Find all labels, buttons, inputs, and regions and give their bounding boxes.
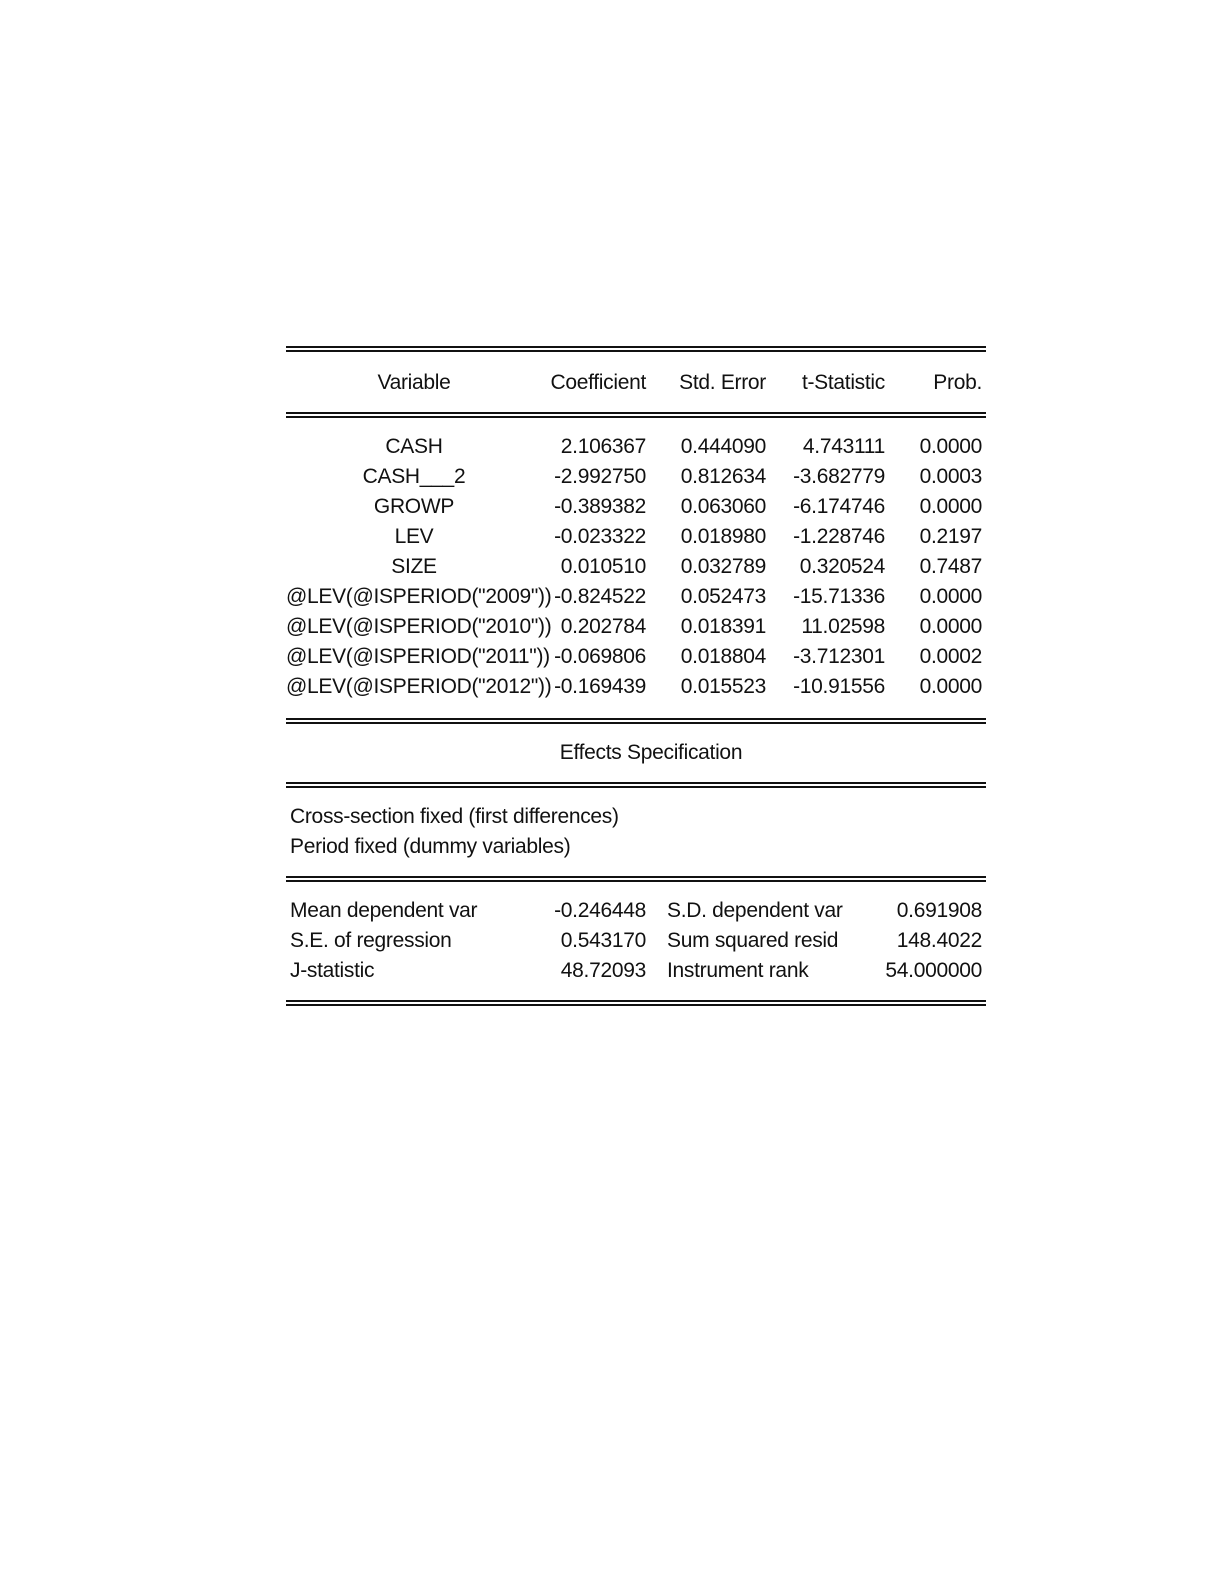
stat-value: 48.72093 (560, 959, 646, 982)
table-row (286, 612, 986, 642)
table-row (286, 582, 986, 612)
regression-output-table (286, 346, 986, 1006)
effects-specification-title: Effects Specification (559, 741, 743, 764)
row-variable: @LEV(@ISPERIOD("2012")) (286, 675, 552, 698)
stats-row (286, 926, 986, 956)
row-coefficient: -0.069806 (554, 645, 646, 668)
stat-value: -0.246448 (554, 899, 646, 922)
row-std-error: 0.018391 (680, 615, 766, 638)
table-row (286, 492, 986, 522)
stats-row (286, 956, 986, 986)
top-double-rule (286, 346, 986, 352)
row-prob: 0.0000 (919, 435, 982, 458)
stat-label: J-statistic (290, 959, 375, 982)
row-t-statistic: 0.320524 (799, 555, 885, 578)
table-row (286, 522, 986, 552)
effects-line: Cross-section fixed (first differences) (290, 805, 619, 828)
table-row (286, 672, 986, 702)
row-std-error: 0.018980 (680, 525, 766, 548)
row-t-statistic: 11.02598 (801, 615, 885, 638)
row-variable: SIZE (391, 555, 437, 578)
row-variable: LEV (394, 525, 434, 548)
stat-value: 0.543170 (560, 929, 646, 952)
stat-value: 54.000000 (885, 959, 982, 982)
row-coefficient: 2.106367 (560, 435, 646, 458)
row-std-error: 0.063060 (680, 495, 766, 518)
row-std-error: 0.052473 (680, 585, 766, 608)
row-prob: 0.7487 (919, 555, 982, 578)
coefficient-rows (286, 418, 986, 718)
row-t-statistic: -3.682779 (793, 465, 885, 488)
row-prob: 0.0000 (919, 495, 982, 518)
row-variable: @LEV(@ISPERIOD("2009")) (286, 585, 552, 608)
row-coefficient: -0.389382 (554, 495, 646, 518)
bottom-double-rule (286, 1000, 986, 1006)
row-prob: 0.0000 (919, 615, 982, 638)
row-t-statistic: -3.712301 (793, 645, 885, 668)
effects-top-double-rule (286, 718, 986, 724)
stat-label: Sum squared resid (667, 929, 839, 952)
row-prob: 0.0003 (919, 465, 982, 488)
stat-label: Instrument rank (667, 959, 809, 982)
summary-statistics (286, 882, 986, 1000)
row-variable: @LEV(@ISPERIOD("2011")) (286, 645, 550, 668)
table-row (286, 642, 986, 672)
row-prob: 0.0002 (919, 645, 982, 668)
row-t-statistic: -6.174746 (793, 495, 885, 518)
row-prob: 0.2197 (919, 525, 982, 548)
row-coefficient: -2.992750 (554, 465, 646, 488)
stat-value: 0.691908 (896, 899, 982, 922)
row-std-error: 0.444090 (680, 435, 766, 458)
row-std-error: 0.032789 (680, 555, 766, 578)
row-std-error: 0.812634 (680, 465, 766, 488)
table-row (286, 432, 986, 462)
row-coefficient: -0.824522 (554, 585, 646, 608)
row-coefficient: 0.202784 (560, 615, 646, 638)
table-header-row (286, 368, 986, 398)
row-coefficient: -0.169439 (554, 675, 646, 698)
row-variable: CASH___2 (362, 465, 466, 488)
row-t-statistic: -1.228746 (793, 525, 885, 548)
row-std-error: 0.015523 (680, 675, 766, 698)
table-row (286, 552, 986, 582)
header-variable: Variable (377, 371, 451, 394)
row-variable: CASH (385, 435, 443, 458)
row-coefficient: 0.010510 (560, 555, 646, 578)
table-row (286, 462, 986, 492)
effects-specification-block (286, 788, 986, 876)
row-prob: 0.0000 (919, 675, 982, 698)
row-std-error: 0.018804 (680, 645, 766, 668)
effects-line: Period fixed (dummy variables) (290, 835, 571, 858)
row-coefficient: -0.023322 (554, 525, 646, 548)
row-prob: 0.0000 (919, 585, 982, 608)
row-variable: GROWP (373, 495, 455, 518)
stat-label: S.D. dependent var (667, 899, 843, 922)
header-std-error: Std. Error (679, 371, 766, 394)
header-t-statistic: t-Statistic (801, 371, 885, 394)
row-t-statistic: -15.71336 (793, 585, 885, 608)
row-t-statistic: -10.91556 (793, 675, 885, 698)
header-prob: Prob. (933, 371, 982, 394)
stat-label: S.E. of regression (290, 929, 452, 952)
header-coefficient: Coefficient (550, 371, 646, 394)
row-t-statistic: 4.743111 (802, 435, 885, 458)
stat-value: 148.4022 (896, 929, 982, 952)
stat-label: Mean dependent var (290, 899, 478, 922)
row-variable: @LEV(@ISPERIOD("2010")) (286, 615, 552, 638)
stats-row (286, 896, 986, 926)
